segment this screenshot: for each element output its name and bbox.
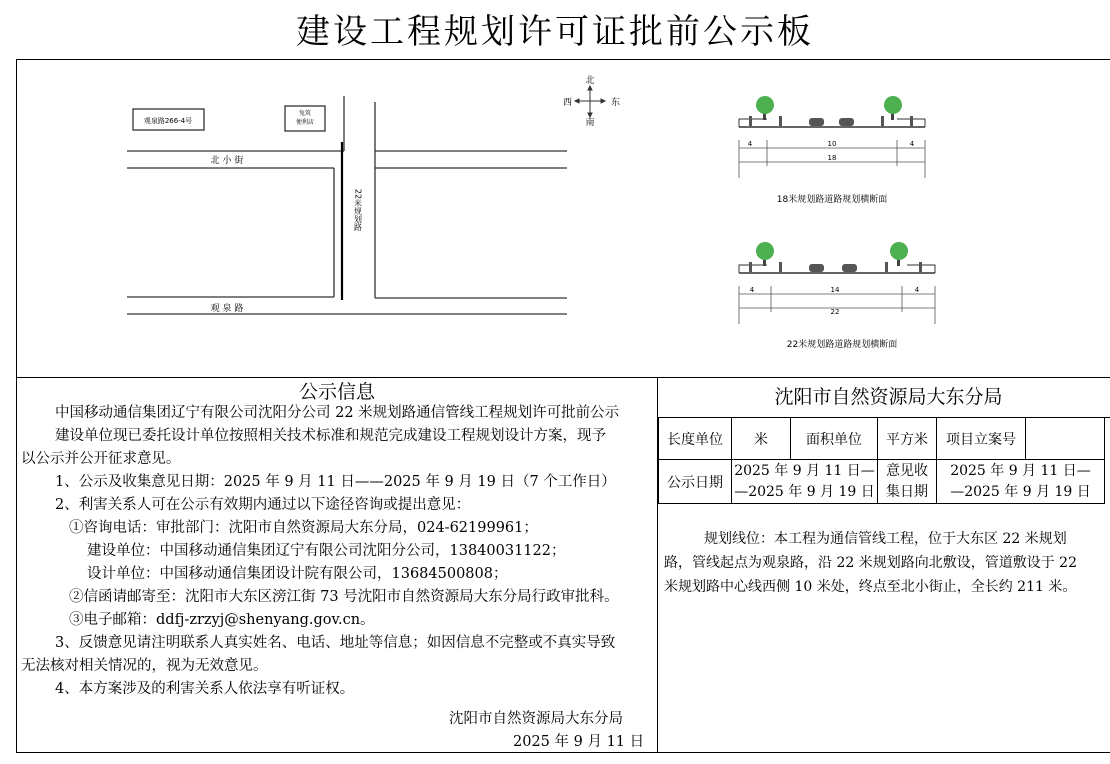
notice-line: 设计单位：中国移动通信集团设计院有限公司，13684500808； — [87, 566, 508, 582]
s18-dim-mid: 10 — [827, 140, 837, 148]
page-title: 建设工程规划许可证批前公示板 — [296, 12, 814, 52]
collect-date-line-1: 2025 年 9 月 11 日— — [950, 462, 1091, 479]
sign-date: 2025 年 9 月 11 日 — [513, 734, 645, 750]
area-unit-value: 平方米 — [878, 418, 937, 460]
notice-line: 建设单位：中国移动通信集团辽宁有限公司沈阳分公司，13840031122； — [87, 543, 566, 559]
s22-dim-right: 4 — [914, 286, 920, 294]
area-unit-label: 面积单位 — [791, 418, 878, 460]
agency-name: 沈阳市自然资源局大东分局 — [658, 377, 1110, 418]
notice-info — [17, 377, 658, 752]
tree-icon — [756, 96, 774, 120]
agency-panel — [658, 377, 1110, 752]
s18-caption: 18米规划路道路规划横断面 — [776, 195, 888, 205]
notice-line: 无法核对相关情况的，视为无效意见。 — [21, 658, 268, 674]
length-unit-value: 米 — [732, 418, 791, 460]
person-icon — [749, 116, 913, 126]
notice-line: 4、本方案涉及的利害关系人依法享有听证权。 — [55, 681, 355, 697]
car-icon — [842, 264, 857, 272]
project-description: 规划线位：本工程为通信管线工程，位于大东区 22 米规划路，管线起点为观泉路，沿 22 米规划路向北敷设，管道敷设于 22 米规划路中心线西侧 10 米处，终点至北小街止，全长约 211 米。 — [664, 531, 1077, 595]
notice-date-label: 公示日期 — [659, 460, 732, 504]
sign-org: 沈阳市自然资源局大东分局 — [449, 711, 623, 727]
collect-date-label-1: 意见收 — [886, 462, 928, 479]
cross-section-18m — [739, 96, 925, 178]
collect-date-value — [937, 460, 1105, 504]
collect-date-label — [878, 460, 937, 504]
notice-line: 1、公示及收集意见日期：2025 年 9 月 11 日——2025 年 9 月 19 日（7 个工作日） — [55, 474, 616, 490]
s22-caption: 22米规划路道路规划横断面 — [786, 340, 898, 350]
car-icon — [809, 264, 824, 272]
s22-dim-left: 4 — [749, 286, 755, 294]
tree-icon — [884, 96, 902, 120]
car-icon — [809, 118, 824, 126]
building-2-label-2: 便利店 — [295, 119, 315, 126]
notice-date-line-2: —2025 年 9 月 19 日 — [734, 483, 875, 500]
building-1-label: 观泉路266-4号 — [143, 117, 193, 125]
plan-no-label: 项目立案号 — [937, 418, 1026, 460]
notice-line: 建设单位现已委托设计单位按照相关技术标准和规范完成建设工程规划设计方案，现予 — [55, 428, 606, 444]
tree-icon — [890, 242, 908, 266]
planned-road-label: 22米规划路 — [353, 188, 363, 232]
notice-board — [16, 59, 1110, 753]
notice-line: 中国移动通信集团辽宁有限公司沈阳分公司 22 米规划路通信管线工程规划许可批前公示 — [55, 405, 620, 421]
compass-north: 北 — [585, 76, 595, 86]
car-icon — [839, 118, 854, 126]
notice-line: ②信函请邮寄至：沈阳市大东区滂江街 73 号沈阳市自然资源局大东分局行政审批科。 — [69, 589, 619, 605]
s18-dim-total: 18 — [827, 154, 837, 162]
building-2-label-1: 兔筑 — [298, 110, 312, 117]
notice-title: 公示信息 — [298, 381, 375, 403]
notice-date-line-1: 2025 年 9 月 11 日— — [734, 462, 875, 479]
notice-line: 2、利害关系人可在公示有效期内通过以下途径咨询或提出意见： — [55, 497, 471, 513]
s22-dim-total: 22 — [830, 308, 840, 316]
site-drawing — [17, 60, 1110, 376]
collect-date-label-2: 集日期 — [886, 483, 928, 500]
s22-dim-mid: 14 — [830, 286, 840, 294]
compass-west: 西 — [563, 98, 573, 108]
person-icon — [749, 262, 922, 272]
north-street-label: 北 小 街 — [210, 156, 244, 166]
drawing-area — [17, 60, 1110, 378]
collect-date-line-2: —2025 年 9 月 19 日 — [950, 483, 1091, 500]
notice-line: 以公示并公开征求意见。 — [21, 451, 181, 467]
length-unit-label: 长度单位 — [659, 418, 732, 460]
compass-south: 南 — [585, 118, 595, 128]
notice-line: ③电子邮箱：ddfj-zrzyj@shenyang.gov.cn。 — [69, 612, 375, 628]
notice-date-value — [732, 460, 878, 504]
compass-icon — [575, 86, 605, 117]
compass-east: 东 — [611, 98, 621, 108]
plan-no-value — [1026, 418, 1105, 460]
notice-line: ①咨询电话：审批部门：沈阳市自然资源局大东分局，024-62199961； — [69, 520, 538, 536]
info-table — [658, 417, 1105, 504]
notice-line: 3、反馈意见请注明联系人真实姓名、电话、地址等信息；如因信息不完整或不真实导致 — [55, 635, 616, 651]
site-map — [127, 96, 567, 314]
s18-dim-left: 4 — [747, 140, 753, 148]
s18-dim-right: 4 — [909, 140, 915, 148]
tree-icon — [756, 242, 774, 266]
guanquan-road-label: 观 泉 路 — [210, 304, 244, 314]
